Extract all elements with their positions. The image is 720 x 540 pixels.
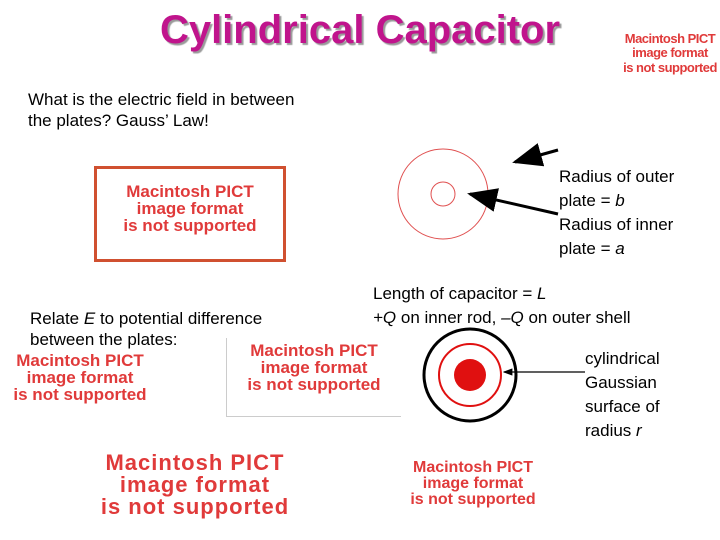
pict-placeholder-center [226, 338, 401, 417]
capacitor-cross-section-diagram [390, 140, 570, 260]
relate-suffix: to potential difference between the plates: [30, 309, 263, 349]
page-title: Cylindrical Capacitor [159, 8, 561, 52]
pict-placeholder-bottom-center: Macintosh PICT image format is not supported [410, 459, 536, 508]
inner-plate-circle [431, 182, 455, 206]
gaussian-label-var: r [636, 421, 642, 440]
arrow-to-outer [515, 150, 558, 162]
pict-placeholder-left: Macintosh PICT image format is not supported [13, 351, 147, 404]
pict-text: Macintosh PICT image format is not supported [247, 341, 381, 394]
charge-end-text: on outer shell [523, 308, 631, 327]
gaussian-label-text: cylindrical Gaussian surface of radius [585, 349, 660, 440]
length-text: Length of capacitor = [373, 284, 537, 303]
gaussian-surface-diagram [415, 320, 590, 440]
pict-placeholder-gauss-law [94, 166, 286, 262]
length-var: L [536, 284, 547, 303]
radius-inner-text: Radius of inner plate = [559, 215, 674, 258]
radius-outer-var: b [615, 191, 625, 210]
charge-mid-text: on inner rod, [396, 308, 502, 327]
radius-outer-text: Radius of outer plate = [559, 167, 675, 210]
radius-inner-label [559, 189, 719, 261]
pict-placeholder-top-right: Macintosh PICT image format is not supported [623, 31, 717, 75]
inner-rod-charged [454, 359, 486, 391]
gaussian-label [585, 323, 715, 443]
charge-plus-q: +Q [373, 308, 397, 327]
relate-prefix: Relate [30, 309, 84, 328]
charge-minus-q: –Q [501, 308, 524, 327]
pict-placeholder-bottom-left: Macintosh PICT image format is not supported [100, 450, 290, 519]
pict-text: Macintosh PICT image format is not supported [123, 182, 257, 235]
arrow-to-inner [470, 194, 558, 214]
relate-var: E [83, 309, 96, 328]
question-text: What is the electric field in between the plates? Gauss’ Law! [28, 90, 295, 130]
radius-inner-var: a [615, 239, 625, 258]
